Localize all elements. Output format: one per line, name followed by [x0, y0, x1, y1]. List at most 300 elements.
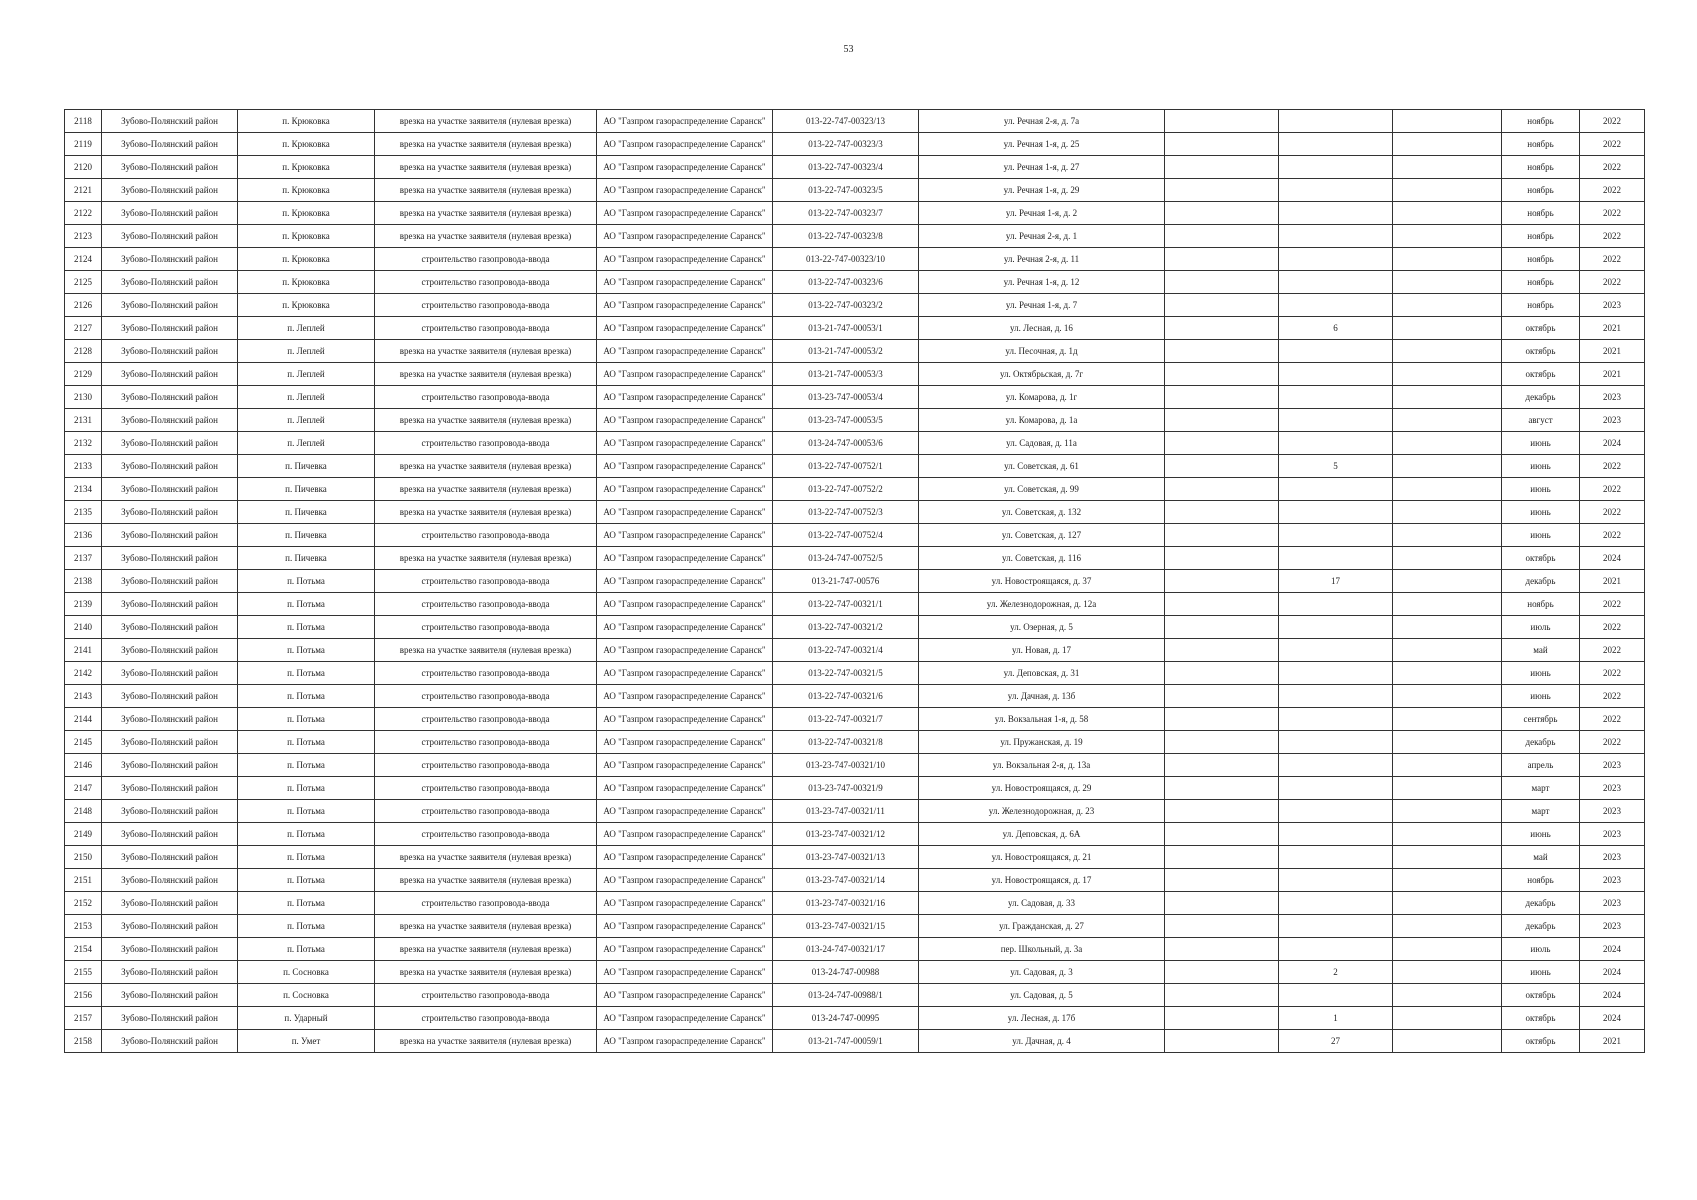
cell-work-type: строительство газопровода-ввода — [375, 984, 597, 1007]
cell-row-number: 2139 — [65, 593, 102, 616]
cell-row-number: 2129 — [65, 363, 102, 386]
cell-extra-col-2 — [1393, 593, 1502, 616]
table-row — [65, 110, 1645, 133]
cell-extra-col-1 — [1165, 294, 1279, 317]
cell-settlement: п. Крюковка — [238, 271, 375, 294]
cell-row-number: 2156 — [65, 984, 102, 1007]
cell-year: 2022 — [1580, 662, 1645, 685]
cell-row-number: 2153 — [65, 915, 102, 938]
cell-organization: АО "Газпром газораспределение Саранск" — [597, 708, 773, 731]
cell-quantity — [1279, 156, 1393, 179]
cell-month: июнь — [1502, 478, 1580, 501]
cell-work-type: врезка на участке заявителя (нулевая врезка) — [375, 501, 597, 524]
cell-row-number: 2142 — [65, 662, 102, 685]
table-row — [65, 800, 1645, 823]
cell-organization: АО "Газпром газораспределение Саранск" — [597, 754, 773, 777]
cell-extra-col-1 — [1165, 639, 1279, 662]
cell-settlement: п. Пичевка — [238, 455, 375, 478]
cell-extra-col-1 — [1165, 524, 1279, 547]
cell-quantity — [1279, 363, 1393, 386]
cell-quantity — [1279, 869, 1393, 892]
cell-row-number: 2145 — [65, 731, 102, 754]
cell-quantity — [1279, 294, 1393, 317]
cell-extra-col-2 — [1393, 432, 1502, 455]
cell-work-type: строительство газопровода-ввода — [375, 892, 597, 915]
cell-district: Зубово-Полянский район — [102, 524, 238, 547]
cell-row-number: 2135 — [65, 501, 102, 524]
cell-extra-col-1 — [1165, 869, 1279, 892]
cell-address: ул. Комарова, д. 1а — [919, 409, 1165, 432]
table-row — [65, 202, 1645, 225]
cell-extra-col-2 — [1393, 179, 1502, 202]
cell-month: март — [1502, 800, 1580, 823]
cell-month: октябрь — [1502, 1030, 1580, 1053]
cell-row-number: 2118 — [65, 110, 102, 133]
cell-extra-col-2 — [1393, 478, 1502, 501]
cell-address: ул. Садовая, д. 5 — [919, 984, 1165, 1007]
table-row — [65, 386, 1645, 409]
cell-extra-col-1 — [1165, 1007, 1279, 1030]
cell-row-number: 2132 — [65, 432, 102, 455]
cell-quantity — [1279, 754, 1393, 777]
table-row — [65, 639, 1645, 662]
cell-row-number: 2126 — [65, 294, 102, 317]
cell-extra-col-2 — [1393, 363, 1502, 386]
cell-quantity: 27 — [1279, 1030, 1393, 1053]
cell-organization: АО "Газпром газораспределение Саранск" — [597, 294, 773, 317]
cell-work-type: строительство газопровода-ввода — [375, 570, 597, 593]
cell-settlement: п. Крюковка — [238, 110, 375, 133]
table-row — [65, 409, 1645, 432]
cell-quantity — [1279, 432, 1393, 455]
cell-district: Зубово-Полянский район — [102, 754, 238, 777]
cell-month: октябрь — [1502, 547, 1580, 570]
cell-extra-col-2 — [1393, 1030, 1502, 1053]
cell-contract-number: 013-22-747-00321/6 — [773, 685, 919, 708]
cell-contract-number: 013-23-747-00321/14 — [773, 869, 919, 892]
cell-extra-col-1 — [1165, 593, 1279, 616]
cell-address: ул. Деповская, д. 6А — [919, 823, 1165, 846]
table-row — [65, 248, 1645, 271]
cell-address: ул. Садовая, д. 11а — [919, 432, 1165, 455]
cell-quantity — [1279, 478, 1393, 501]
table-row — [65, 455, 1645, 478]
cell-extra-col-1 — [1165, 708, 1279, 731]
cell-work-type: врезка на участке заявителя (нулевая врезка) — [375, 846, 597, 869]
cell-work-type: врезка на участке заявителя (нулевая врезка) — [375, 478, 597, 501]
cell-work-type: врезка на участке заявителя (нулевая врезка) — [375, 363, 597, 386]
cell-contract-number: 013-24-747-00988/1 — [773, 984, 919, 1007]
cell-month: ноябрь — [1502, 225, 1580, 248]
cell-row-number: 2149 — [65, 823, 102, 846]
cell-extra-col-2 — [1393, 570, 1502, 593]
cell-contract-number: 013-22-747-00752/1 — [773, 455, 919, 478]
cell-year: 2022 — [1580, 133, 1645, 156]
cell-work-type: строительство газопровода-ввода — [375, 248, 597, 271]
cell-row-number: 2127 — [65, 317, 102, 340]
cell-district: Зубово-Полянский район — [102, 133, 238, 156]
cell-district: Зубово-Полянский район — [102, 547, 238, 570]
cell-month: ноябрь — [1502, 869, 1580, 892]
cell-extra-col-2 — [1393, 340, 1502, 363]
cell-district: Зубово-Полянский район — [102, 892, 238, 915]
cell-quantity — [1279, 938, 1393, 961]
table-row — [65, 777, 1645, 800]
cell-contract-number: 013-23-747-00321/10 — [773, 754, 919, 777]
cell-extra-col-2 — [1393, 984, 1502, 1007]
cell-month: май — [1502, 639, 1580, 662]
cell-year: 2022 — [1580, 708, 1645, 731]
cell-month: сентябрь — [1502, 708, 1580, 731]
cell-extra-col-2 — [1393, 731, 1502, 754]
cell-extra-col-1 — [1165, 248, 1279, 271]
cell-contract-number: 013-22-747-00321/8 — [773, 731, 919, 754]
cell-settlement: п. Потьма — [238, 869, 375, 892]
table-row — [65, 938, 1645, 961]
cell-organization: АО "Газпром газораспределение Саранск" — [597, 340, 773, 363]
cell-organization: АО "Газпром газораспределение Саранск" — [597, 271, 773, 294]
cell-organization: АО "Газпром газораспределение Саранск" — [597, 593, 773, 616]
cell-year: 2022 — [1580, 271, 1645, 294]
cell-settlement: п. Крюковка — [238, 133, 375, 156]
cell-contract-number: 013-21-747-00053/3 — [773, 363, 919, 386]
cell-row-number: 2123 — [65, 225, 102, 248]
cell-year: 2023 — [1580, 915, 1645, 938]
cell-address: ул. Деповская, д. 31 — [919, 662, 1165, 685]
cell-address: ул. Железнодорожная, д. 23 — [919, 800, 1165, 823]
cell-extra-col-1 — [1165, 409, 1279, 432]
cell-address: ул. Вокзальная 2-я, д. 13а — [919, 754, 1165, 777]
cell-year: 2022 — [1580, 639, 1645, 662]
cell-work-type: строительство газопровода-ввода — [375, 271, 597, 294]
cell-district: Зубово-Полянский район — [102, 938, 238, 961]
cell-settlement: п. Потьма — [238, 662, 375, 685]
cell-district: Зубово-Полянский район — [102, 225, 238, 248]
cell-quantity — [1279, 179, 1393, 202]
cell-row-number: 2143 — [65, 685, 102, 708]
cell-extra-col-2 — [1393, 524, 1502, 547]
table-body — [65, 110, 1645, 1053]
cell-row-number: 2146 — [65, 754, 102, 777]
cell-contract-number: 013-24-747-00053/6 — [773, 432, 919, 455]
cell-extra-col-2 — [1393, 455, 1502, 478]
cell-extra-col-2 — [1393, 846, 1502, 869]
table-row — [65, 363, 1645, 386]
cell-year: 2023 — [1580, 892, 1645, 915]
table-row — [65, 593, 1645, 616]
cell-quantity — [1279, 202, 1393, 225]
cell-organization: АО "Газпром газораспределение Саранск" — [597, 386, 773, 409]
cell-month: июнь — [1502, 961, 1580, 984]
cell-settlement: п. Потьма — [238, 570, 375, 593]
cell-district: Зубово-Полянский район — [102, 846, 238, 869]
table-row — [65, 754, 1645, 777]
cell-extra-col-1 — [1165, 915, 1279, 938]
cell-year: 2021 — [1580, 317, 1645, 340]
cell-extra-col-1 — [1165, 823, 1279, 846]
cell-month: ноябрь — [1502, 202, 1580, 225]
cell-work-type: строительство газопровода-ввода — [375, 662, 597, 685]
cell-settlement: п. Крюковка — [238, 225, 375, 248]
cell-extra-col-1 — [1165, 892, 1279, 915]
cell-contract-number: 013-23-747-00321/12 — [773, 823, 919, 846]
table-row — [65, 915, 1645, 938]
cell-organization: АО "Газпром газораспределение Саранск" — [597, 800, 773, 823]
table-row — [65, 340, 1645, 363]
cell-month: октябрь — [1502, 340, 1580, 363]
cell-district: Зубово-Полянский район — [102, 984, 238, 1007]
cell-address: ул. Советская, д. 116 — [919, 547, 1165, 570]
cell-contract-number: 013-22-747-00323/8 — [773, 225, 919, 248]
gasification-registry-table — [64, 109, 1645, 1053]
cell-organization: АО "Газпром газораспределение Саранск" — [597, 363, 773, 386]
table-row — [65, 432, 1645, 455]
table-row — [65, 271, 1645, 294]
cell-work-type: врезка на участке заявителя (нулевая врезка) — [375, 179, 597, 202]
cell-month: июнь — [1502, 524, 1580, 547]
cell-month: ноябрь — [1502, 248, 1580, 271]
cell-extra-col-2 — [1393, 110, 1502, 133]
cell-contract-number: 013-23-747-00321/16 — [773, 892, 919, 915]
cell-work-type: врезка на участке заявителя (нулевая врезка) — [375, 1030, 597, 1053]
table-row — [65, 961, 1645, 984]
cell-row-number: 2151 — [65, 869, 102, 892]
page-number: 53 — [843, 44, 854, 55]
cell-year: 2023 — [1580, 800, 1645, 823]
table-row — [65, 984, 1645, 1007]
cell-contract-number: 013-22-747-00323/4 — [773, 156, 919, 179]
cell-row-number: 2157 — [65, 1007, 102, 1030]
cell-extra-col-2 — [1393, 409, 1502, 432]
cell-organization: АО "Газпром газораспределение Саранск" — [597, 685, 773, 708]
cell-extra-col-2 — [1393, 869, 1502, 892]
table-row — [65, 823, 1645, 846]
cell-organization: АО "Газпром газораспределение Саранск" — [597, 1030, 773, 1053]
cell-work-type: врезка на участке заявителя (нулевая врезка) — [375, 225, 597, 248]
cell-quantity — [1279, 547, 1393, 570]
cell-extra-col-2 — [1393, 271, 1502, 294]
cell-work-type: строительство газопровода-ввода — [375, 708, 597, 731]
cell-extra-col-1 — [1165, 156, 1279, 179]
cell-organization: АО "Газпром газораспределение Саранск" — [597, 662, 773, 685]
cell-extra-col-1 — [1165, 570, 1279, 593]
cell-row-number: 2141 — [65, 639, 102, 662]
cell-month: октябрь — [1502, 363, 1580, 386]
cell-organization: АО "Газпром газораспределение Саранск" — [597, 1007, 773, 1030]
cell-district: Зубово-Полянский район — [102, 777, 238, 800]
cell-month: декабрь — [1502, 915, 1580, 938]
cell-year: 2024 — [1580, 547, 1645, 570]
cell-work-type: строительство газопровода-ввода — [375, 386, 597, 409]
cell-extra-col-1 — [1165, 800, 1279, 823]
cell-contract-number: 013-22-747-00321/7 — [773, 708, 919, 731]
cell-work-type: врезка на участке заявителя (нулевая врезка) — [375, 915, 597, 938]
cell-month: ноябрь — [1502, 156, 1580, 179]
cell-work-type: строительство газопровода-ввода — [375, 685, 597, 708]
cell-year: 2022 — [1580, 524, 1645, 547]
cell-work-type: строительство газопровода-ввода — [375, 294, 597, 317]
cell-settlement: п. Леплей — [238, 386, 375, 409]
table-row — [65, 133, 1645, 156]
cell-extra-col-1 — [1165, 133, 1279, 156]
cell-address: ул. Речная 1-я, д. 29 — [919, 179, 1165, 202]
cell-settlement: п. Леплей — [238, 409, 375, 432]
cell-row-number: 2124 — [65, 248, 102, 271]
cell-row-number: 2150 — [65, 846, 102, 869]
cell-settlement: п. Леплей — [238, 363, 375, 386]
cell-settlement: п. Пичевка — [238, 478, 375, 501]
cell-address: ул. Вокзальная 1-я, д. 58 — [919, 708, 1165, 731]
cell-quantity — [1279, 708, 1393, 731]
cell-contract-number: 013-24-747-00752/5 — [773, 547, 919, 570]
cell-quantity — [1279, 662, 1393, 685]
cell-extra-col-2 — [1393, 386, 1502, 409]
cell-row-number: 2128 — [65, 340, 102, 363]
cell-month: октябрь — [1502, 984, 1580, 1007]
cell-settlement: п. Умет — [238, 1030, 375, 1053]
cell-extra-col-2 — [1393, 248, 1502, 271]
cell-work-type: строительство газопровода-ввода — [375, 524, 597, 547]
cell-extra-col-1 — [1165, 110, 1279, 133]
cell-extra-col-2 — [1393, 961, 1502, 984]
cell-settlement: п. Пичевка — [238, 547, 375, 570]
cell-quantity — [1279, 110, 1393, 133]
cell-address: ул. Речная 1-я, д. 7 — [919, 294, 1165, 317]
cell-quantity — [1279, 248, 1393, 271]
cell-year: 2022 — [1580, 478, 1645, 501]
cell-work-type: строительство газопровода-ввода — [375, 1007, 597, 1030]
cell-year: 2022 — [1580, 455, 1645, 478]
cell-month: октябрь — [1502, 1007, 1580, 1030]
cell-settlement: п. Пичевка — [238, 501, 375, 524]
cell-month: ноябрь — [1502, 593, 1580, 616]
cell-work-type: врезка на участке заявителя (нулевая врезка) — [375, 639, 597, 662]
cell-month: май — [1502, 846, 1580, 869]
table-row — [65, 662, 1645, 685]
cell-year: 2023 — [1580, 823, 1645, 846]
cell-year: 2023 — [1580, 777, 1645, 800]
cell-settlement: п. Леплей — [238, 317, 375, 340]
cell-organization: АО "Газпром газораспределение Саранск" — [597, 984, 773, 1007]
cell-extra-col-2 — [1393, 294, 1502, 317]
cell-quantity — [1279, 639, 1393, 662]
cell-district: Зубово-Полянский район — [102, 708, 238, 731]
cell-year: 2022 — [1580, 202, 1645, 225]
cell-settlement: п. Сосновка — [238, 961, 375, 984]
cell-settlement: п. Крюковка — [238, 179, 375, 202]
cell-extra-col-1 — [1165, 616, 1279, 639]
cell-extra-col-1 — [1165, 846, 1279, 869]
cell-quantity — [1279, 386, 1393, 409]
cell-extra-col-2 — [1393, 938, 1502, 961]
cell-month: июль — [1502, 938, 1580, 961]
cell-district: Зубово-Полянский район — [102, 455, 238, 478]
cell-quantity — [1279, 777, 1393, 800]
table-row — [65, 869, 1645, 892]
cell-organization: АО "Газпром газораспределение Саранск" — [597, 547, 773, 570]
cell-month: июнь — [1502, 455, 1580, 478]
cell-organization: АО "Газпром газораспределение Саранск" — [597, 823, 773, 846]
cell-address: пер. Школьный, д. 3а — [919, 938, 1165, 961]
cell-address: ул. Советская, д. 99 — [919, 478, 1165, 501]
cell-work-type: строительство газопровода-ввода — [375, 593, 597, 616]
cell-month: июнь — [1502, 501, 1580, 524]
cell-district: Зубово-Полянский район — [102, 639, 238, 662]
cell-address: ул. Лесная, д. 16 — [919, 317, 1165, 340]
cell-address: ул. Песочная, д. 1д — [919, 340, 1165, 363]
cell-quantity — [1279, 984, 1393, 1007]
cell-quantity — [1279, 133, 1393, 156]
cell-address: ул. Советская, д. 127 — [919, 524, 1165, 547]
cell-settlement: п. Крюковка — [238, 294, 375, 317]
cell-district: Зубово-Полянский район — [102, 1007, 238, 1030]
table-row — [65, 1030, 1645, 1053]
cell-year: 2024 — [1580, 984, 1645, 1007]
cell-extra-col-1 — [1165, 271, 1279, 294]
cell-contract-number: 013-21-747-00053/1 — [773, 317, 919, 340]
cell-address: ул. Речная 2-я, д. 7а — [919, 110, 1165, 133]
cell-address: ул. Железнодорожная, д. 12а — [919, 593, 1165, 616]
cell-district: Зубово-Полянский район — [102, 248, 238, 271]
cell-address: ул. Комарова, д. 1г — [919, 386, 1165, 409]
cell-month: октябрь — [1502, 317, 1580, 340]
cell-quantity: 1 — [1279, 1007, 1393, 1030]
cell-work-type: строительство газопровода-ввода — [375, 616, 597, 639]
cell-extra-col-2 — [1393, 754, 1502, 777]
cell-address: ул. Гражданская, д. 27 — [919, 915, 1165, 938]
cell-organization: АО "Газпром газораспределение Саранск" — [597, 409, 773, 432]
cell-contract-number: 013-22-747-00752/4 — [773, 524, 919, 547]
cell-settlement: п. Потьма — [238, 685, 375, 708]
cell-extra-col-1 — [1165, 961, 1279, 984]
cell-address: ул. Речная 2-я, д. 11 — [919, 248, 1165, 271]
cell-extra-col-1 — [1165, 984, 1279, 1007]
cell-work-type: врезка на участке заявителя (нулевая врезка) — [375, 547, 597, 570]
cell-extra-col-1 — [1165, 1030, 1279, 1053]
cell-organization: АО "Газпром газораспределение Саранск" — [597, 501, 773, 524]
cell-address: ул. Речная 1-я, д. 27 — [919, 156, 1165, 179]
cell-work-type: строительство газопровода-ввода — [375, 754, 597, 777]
cell-quantity: 2 — [1279, 961, 1393, 984]
cell-district: Зубово-Полянский район — [102, 179, 238, 202]
cell-work-type: строительство газопровода-ввода — [375, 777, 597, 800]
cell-quantity — [1279, 731, 1393, 754]
cell-district: Зубово-Полянский район — [102, 731, 238, 754]
cell-district: Зубово-Полянский район — [102, 271, 238, 294]
cell-district: Зубово-Полянский район — [102, 432, 238, 455]
cell-address: ул. Новостроящаяся, д. 17 — [919, 869, 1165, 892]
cell-address: ул. Лесная, д. 17б — [919, 1007, 1165, 1030]
table-row — [65, 225, 1645, 248]
cell-district: Зубово-Полянский район — [102, 501, 238, 524]
cell-contract-number: 013-22-747-00752/3 — [773, 501, 919, 524]
cell-month: апрель — [1502, 754, 1580, 777]
cell-extra-col-2 — [1393, 202, 1502, 225]
cell-year: 2023 — [1580, 294, 1645, 317]
cell-row-number: 2134 — [65, 478, 102, 501]
cell-month: декабрь — [1502, 386, 1580, 409]
cell-district: Зубово-Полянский район — [102, 570, 238, 593]
table-row — [65, 524, 1645, 547]
cell-month: ноябрь — [1502, 133, 1580, 156]
table-row — [65, 731, 1645, 754]
cell-year: 2021 — [1580, 363, 1645, 386]
cell-contract-number: 013-22-747-00321/4 — [773, 639, 919, 662]
cell-address: ул. Садовая, д. 33 — [919, 892, 1165, 915]
cell-year: 2021 — [1580, 340, 1645, 363]
cell-year: 2022 — [1580, 248, 1645, 271]
cell-extra-col-2 — [1393, 156, 1502, 179]
